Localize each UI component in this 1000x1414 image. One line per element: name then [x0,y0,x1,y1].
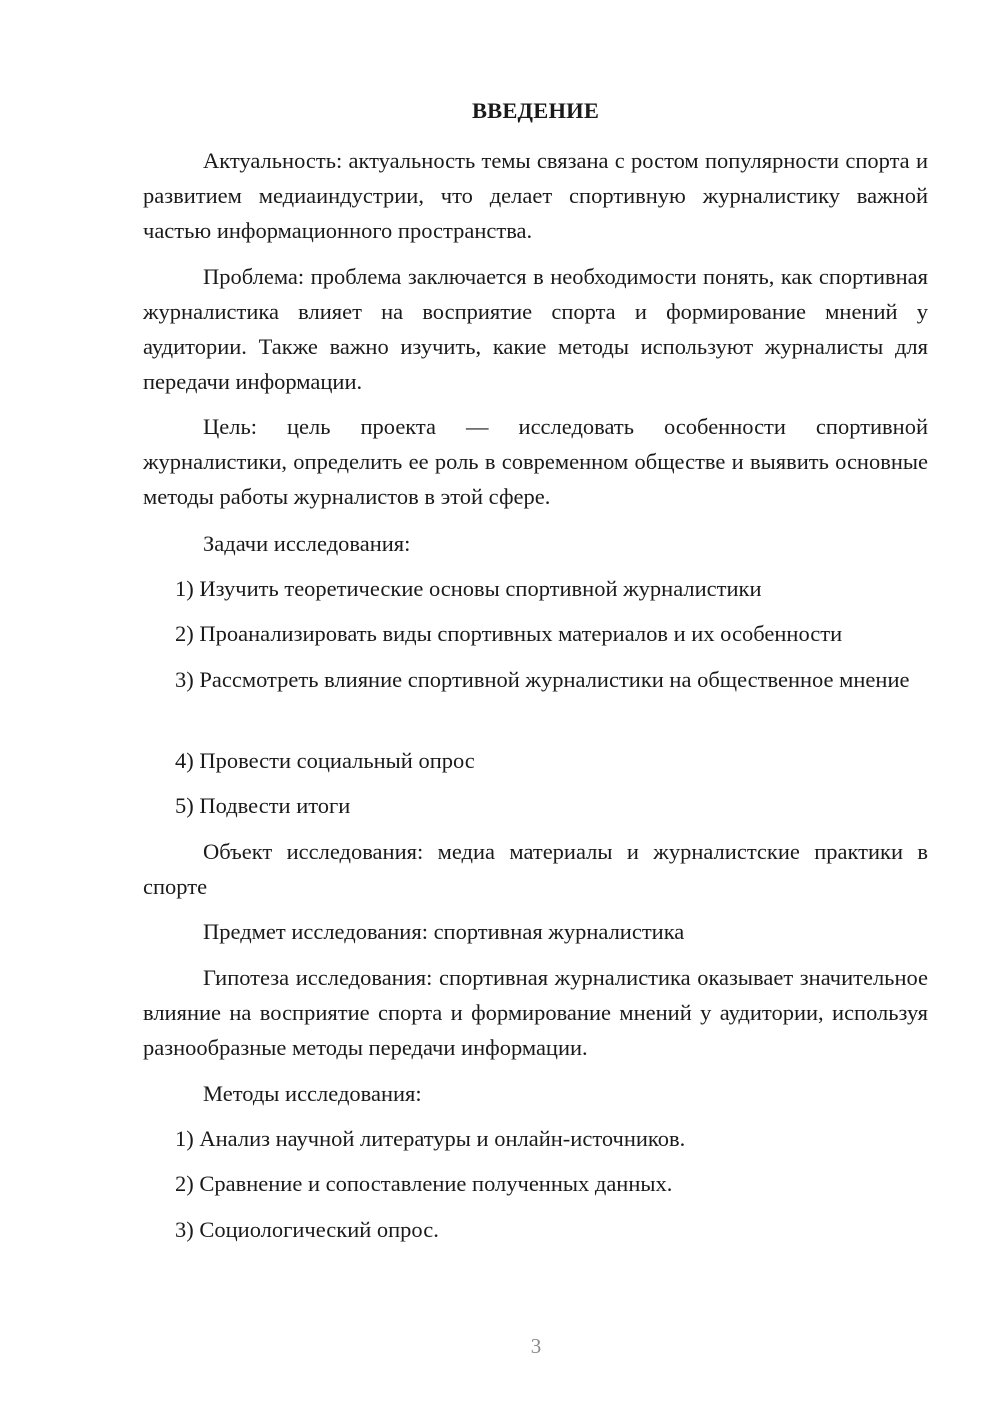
method-item-2: 2) Сравнение и сопоставление полученных данных. [175,1171,673,1196]
method-item-1: 1) Анализ научной литературы и онлайн-источников. [175,1126,686,1151]
task-item-5: 5) Подвести итоги [175,793,351,818]
section-title: ВВЕДЕНИЕ [471,98,600,123]
task-item-4: 4) Провести социальный опрос [175,748,475,773]
paragraph-problem: Проблема: проблема заключается в необходимости понять, как спортивная журналистика влияет на восприятие спорта и формирование мнений у аудитории. Также важно изучить, какие методы используют журналисты для передачи информации. [143,264,928,394]
paragraph-object: Объект исследования: медиа материалы и журналистские практики в спорте [143,839,928,899]
paragraph-goal: Цель: цель проекта — исследовать особенности спортивной журналистики, определить ее роль в современном обществе и выявить основные методы работы журналистов в этой сфере. [143,414,928,509]
task-item-3: 3) Рассмотреть влияние спортивной журналистики на общественное мнение [175,667,910,692]
methods-heading: Методы исследования: [203,1081,422,1106]
paragraph-hypothesis: Гипотеза исследования: спортивная журналистика оказывает значительное влияние на восприятие спорта и формирование мнений у аудитории, используя разнообразные методы передачи информации. [143,965,928,1060]
page-number: 3 [530,1334,542,1358]
paragraph-relevance: Актуальность: актуальность темы связана с ростом популярности спорта и развитием медиаиндустрии, что делает спортивную журналистику важной частью информационного пространства. [143,148,928,243]
task-item-1: 1) Изучить теоретические основы спортивной журналистики [175,576,762,601]
paragraph-subject: Предмет исследования: спортивная журналистика [203,919,685,944]
method-item-3: 3) Социологический опрос. [175,1217,439,1242]
tasks-heading: Задачи исследования: [203,531,411,556]
task-item-2: 2) Проанализировать виды спортивных материалов и их особенности [175,621,843,646]
